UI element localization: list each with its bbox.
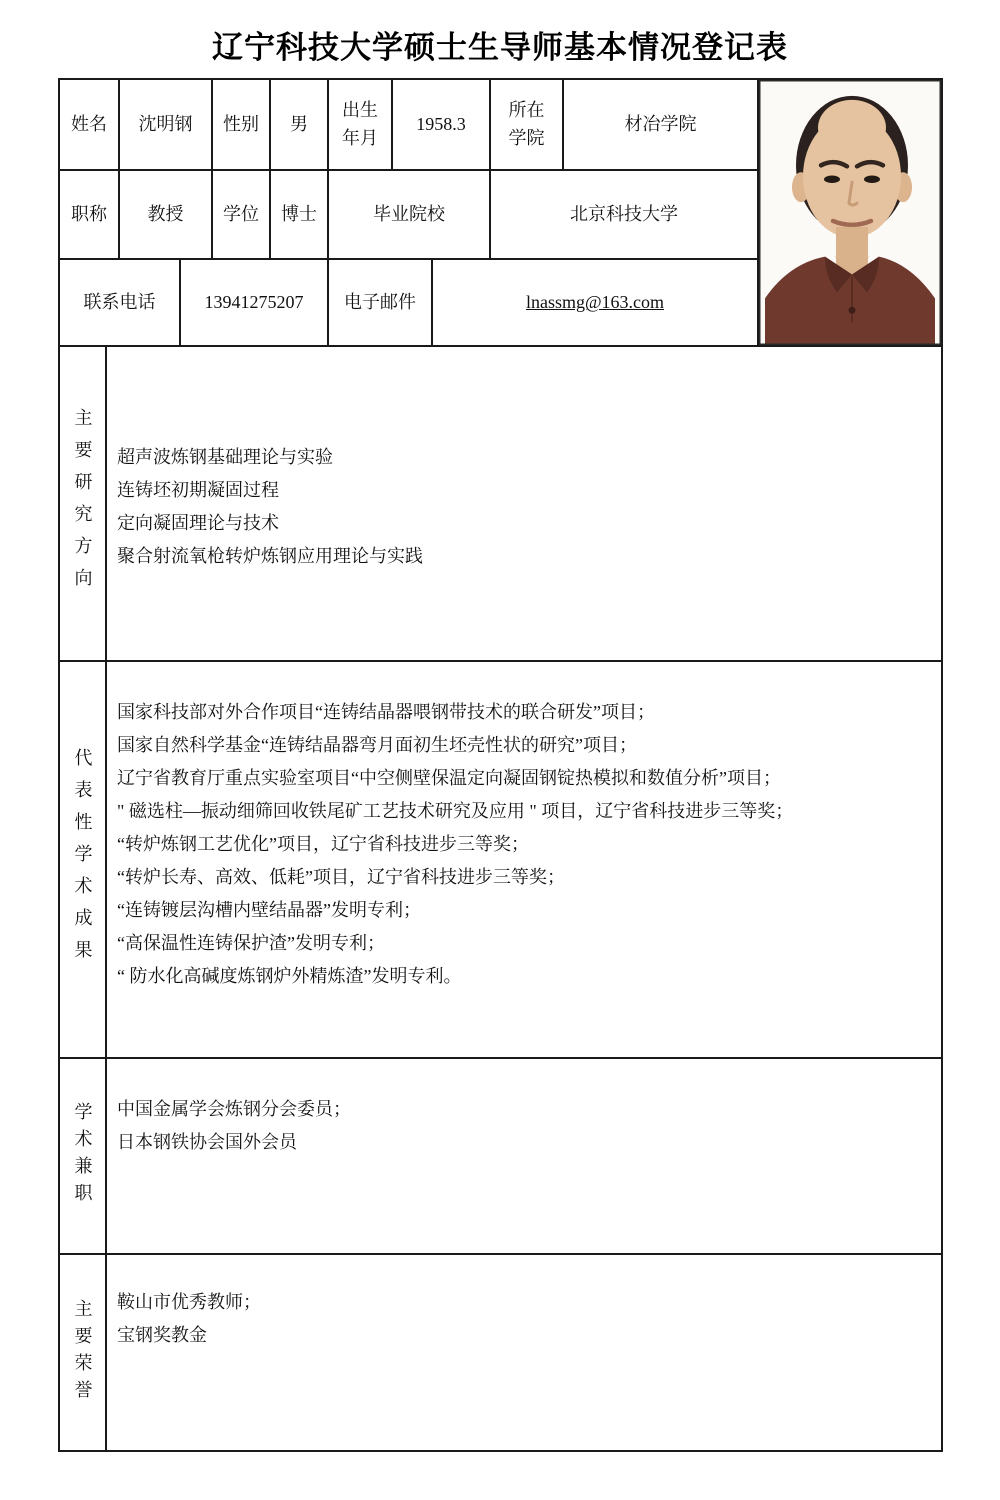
rank-value: 教授 (120, 171, 213, 260)
phone-label: 联系电话 (60, 260, 181, 347)
registration-table (58, 78, 943, 1452)
achievement-line: 国家自然科学基金“连铸结晶器弯月面初生坯壳性状的研究”项目； (117, 735, 637, 755)
research-section-label-text: 主要研究方向 (72, 407, 93, 600)
school-label: 毕业院校 (329, 171, 491, 260)
college-value: 材冶学院 (564, 80, 759, 171)
achievements-section-content (107, 662, 941, 1059)
membership-line: 中国金属学会炼钢分会委员； (117, 1099, 351, 1119)
birth-value: 1958.3 (393, 80, 491, 171)
achievement-line: 国家科技部对外合作项目“连铸结晶器喂钢带技术的联合研发”项目； (117, 702, 655, 722)
research-line: 连铸坯初期凝固过程 (117, 480, 279, 500)
membership-line: 日本钢铁协会国外会员 (117, 1132, 297, 1152)
honor-line: 鞍山市优秀教师； (117, 1292, 261, 1312)
name-label: 姓名 (60, 80, 120, 171)
name-value: 沈明钢 (120, 80, 213, 171)
degree-value: 博士 (271, 171, 329, 260)
gender-value: 男 (271, 80, 329, 171)
achievement-line: “ 防水化高碱度炼钢炉外精炼渣”发明专利。 (117, 966, 462, 986)
achievement-line: “高保温性连铸保护渣”发明专利； (117, 933, 385, 953)
college-label-text: 所在学院 (508, 99, 545, 148)
memberships-section-content (107, 1059, 941, 1255)
gender-label: 性别 (213, 80, 271, 171)
email-label: 电子邮件 (329, 260, 433, 347)
college-label (491, 80, 564, 171)
birth-label (329, 80, 393, 171)
phone-value: 13941275207 (181, 260, 329, 347)
research-line: 聚合射流氧枪转炉炼钢应用理论与实践 (117, 546, 423, 566)
honors-section-label (60, 1255, 107, 1450)
email-link[interactable]: lnassmg@163.com (525, 292, 665, 313)
honor-line: 宝钢奖教金 (117, 1325, 207, 1345)
school-value: 北京科技大学 (491, 171, 759, 260)
honors-section-label-text: 主要荣誉 (72, 1298, 93, 1407)
portrait-photo-image (759, 80, 941, 345)
achievement-line: 辽宁省教育厅重点实验室项目“中空侧壁保温定向凝固钢锭热模拟和数值分析”项目； (117, 768, 781, 788)
memberships-section-label-text: 学术兼职 (72, 1102, 93, 1210)
achievements-section-label-text: 代表性学术成果 (72, 747, 93, 972)
research-section-content (107, 347, 941, 662)
achievement-line: “转炉炼钢工艺优化”项目，辽宁省科技进步三等奖； (117, 834, 529, 854)
rank-label: 职称 (60, 171, 120, 260)
research-line: 定向凝固理论与技术 (117, 513, 279, 533)
memberships-section-label (60, 1059, 107, 1255)
degree-label: 学位 (213, 171, 271, 260)
achievement-line: " 磁选柱—振动细筛回收铁尾矿工艺技术研究及应用 " 项目，辽宁省科技进步三等奖； (117, 801, 794, 821)
portrait-photo (759, 80, 941, 347)
honors-section-content (107, 1255, 941, 1450)
page-title: 辽宁科技大学硕士生导师基本情况登记表 (212, 30, 788, 65)
achievement-line: “连铸镀层沟槽内壁结晶器”发明专利； (117, 900, 421, 920)
birth-label-text: 出生年月 (342, 99, 378, 148)
email-cell (433, 260, 759, 347)
research-section-label (60, 347, 107, 662)
achievements-section-label (60, 662, 107, 1059)
research-line: 超声波炼钢基础理论与实验 (117, 447, 333, 467)
achievement-line: “转炉长寿、高效、低耗”项目，辽宁省科技进步三等奖； (117, 867, 565, 887)
